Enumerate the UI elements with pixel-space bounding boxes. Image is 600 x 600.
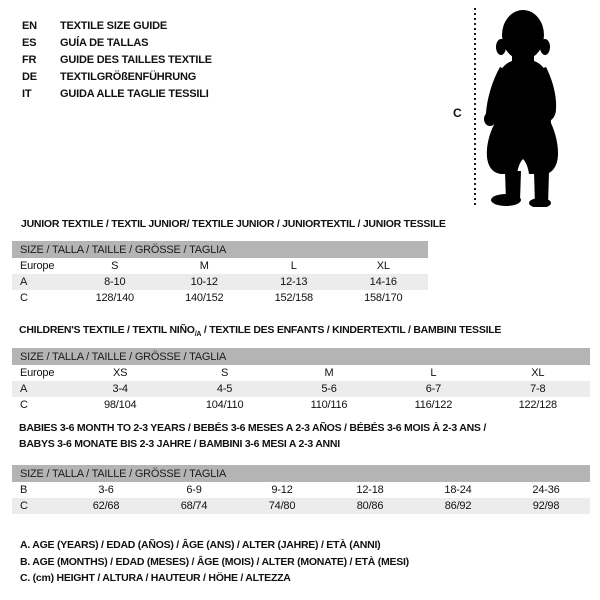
height-measure-label: C	[453, 106, 462, 120]
language-row	[22, 68, 212, 85]
row-label: C	[20, 292, 28, 304]
size-header-row	[12, 348, 590, 365]
baby-silhouette-icon	[482, 9, 574, 207]
size-cell: L	[430, 367, 437, 379]
size-cell: 128/140	[95, 292, 134, 304]
junior-section-title: JUNIOR TEXTILE / TEXTIL JUNIOR/ TEXTILE JUNIOR / JUNIORTEXTIL / JUNIOR TESSILE	[21, 218, 446, 230]
table-row	[12, 274, 428, 290]
size-cell: 6-9	[186, 484, 202, 496]
language-title-list	[22, 17, 212, 102]
children-title-suffix: / TEXTILE DES ENFANTS / KINDERTEXTIL / BAMBINI TESSILE	[201, 324, 502, 336]
size-header-band: SIZE / TALLA / TAILLE / GRÖSSE / TAGLIA	[12, 465, 590, 482]
footnote-a: A. AGE (YEARS) / EDAD (AÑOS) / ÂGE (ANS) / ALTER (JAHRE) / ETÀ (ANNI)	[20, 539, 381, 551]
size-header-band: SIZE / TALLA / TAILLE / GRÖSSE / TAGLIA	[12, 241, 428, 258]
size-cell: 152/158	[274, 292, 313, 304]
language-title: GUIDE DES TAILLES TEXTILE	[60, 53, 212, 66]
size-cell: 74/80	[238, 498, 326, 514]
table-row	[12, 397, 590, 413]
language-code: DE	[22, 70, 37, 83]
babies-section-title	[19, 420, 486, 452]
language-row	[22, 34, 212, 51]
children-title-prefix: CHILDREN'S TEXTILE / TEXTIL NIÑO	[19, 324, 195, 336]
children-title-sub: /A	[194, 331, 202, 339]
size-cell: S	[221, 367, 229, 379]
row-label: Europe	[20, 367, 55, 379]
row-label: A	[12, 274, 70, 290]
footnote-c: C. (cm) HEIGHT / ALTURA / HAUTEUR / HÖHE / ALTEZZA	[20, 572, 291, 584]
size-header-row	[12, 465, 590, 482]
size-cell: 98/104	[103, 399, 137, 411]
language-code: IT	[22, 87, 32, 100]
size-cell: M	[199, 260, 209, 272]
size-cell: 62/68	[62, 498, 150, 514]
size-cell: 140/152	[185, 292, 224, 304]
size-cell: XL	[531, 367, 545, 379]
size-header-row	[12, 241, 428, 258]
size-cell: 18-24	[444, 484, 472, 496]
language-row	[22, 51, 212, 68]
footnote-b: B. AGE (MONTHS) / EDAD (MESES) / ÂGE (MOIS) / ALTER (MONATE) / ETÀ (MESI)	[20, 555, 409, 568]
size-header-band: SIZE / TALLA / TAILLE / GRÖSSE / TAGLIA	[12, 348, 590, 365]
language-title: TEXTILGRÖßENFÜHRUNG	[60, 70, 197, 83]
size-cell: S	[111, 260, 119, 272]
table-row	[12, 381, 590, 397]
language-row	[22, 17, 212, 34]
size-cell: 3-6	[98, 484, 114, 496]
size-cell: M	[324, 367, 334, 379]
language-code: ES	[22, 36, 37, 49]
language-code: FR	[22, 53, 37, 66]
size-cell: 110/116	[310, 399, 348, 411]
height-measure-dotted-line	[474, 8, 476, 206]
row-label: B	[20, 484, 28, 496]
table-row	[12, 365, 590, 381]
size-cell: 9-12	[271, 484, 293, 496]
size-cell: 14-16	[339, 274, 429, 290]
size-cell: 7-8	[486, 381, 590, 397]
babies-size-table	[12, 465, 590, 514]
size-cell: 12-13	[249, 274, 339, 290]
size-cell: 4-5	[172, 381, 276, 397]
size-cell: XL	[376, 260, 390, 272]
size-cell: 116/122	[414, 399, 453, 411]
children-size-table	[12, 348, 590, 413]
size-cell: 68/74	[150, 498, 238, 514]
size-cell: 122/128	[518, 399, 557, 411]
language-title: GUÍA DE TALLAS	[60, 36, 149, 49]
babies-title-line1: BABIES 3-6 MONTH TO 2-3 YEARS / BEBÉS 3-6 MESES A 2-3 AÑOS / BÉBÉS 3-6 MOIS À 2-3 ANS /	[19, 422, 487, 434]
size-cell: L	[290, 260, 297, 272]
children-section-title	[19, 322, 501, 343]
table-row	[12, 498, 590, 514]
language-title: TEXTILE SIZE GUIDE	[60, 19, 168, 32]
size-cell: 92/98	[502, 498, 590, 514]
size-cell: XS	[113, 367, 128, 379]
babies-title-line2: BABYS 3-6 MONATE BIS 2-3 JAHRE / BAMBINI 3-6 MESI A 2-3 ANNI	[19, 438, 340, 450]
row-label: A	[12, 381, 68, 397]
size-cell: 24-36	[532, 484, 560, 496]
size-cell: 5-6	[277, 381, 381, 397]
size-cell: 158/170	[364, 292, 403, 304]
row-label: Europe	[20, 260, 55, 272]
size-cell: 6-7	[381, 381, 485, 397]
language-code: EN	[22, 19, 37, 32]
row-label: C	[20, 399, 28, 411]
size-cell: 104/110	[205, 399, 244, 411]
table-row	[12, 258, 428, 274]
size-cell: 10-12	[160, 274, 250, 290]
table-row	[12, 482, 590, 498]
language-title: GUIDA ALLE TAGLIE TESSILI	[60, 87, 209, 100]
legend-footnotes	[20, 537, 409, 587]
table-row	[12, 290, 428, 306]
junior-size-table	[12, 241, 428, 306]
size-cell: 8-10	[70, 274, 160, 290]
size-cell: 80/86	[326, 498, 414, 514]
language-row	[22, 85, 212, 102]
size-cell: 86/92	[414, 498, 502, 514]
size-cell: 3-4	[68, 381, 172, 397]
size-cell: 12-18	[356, 484, 384, 496]
row-label: C	[12, 498, 62, 514]
